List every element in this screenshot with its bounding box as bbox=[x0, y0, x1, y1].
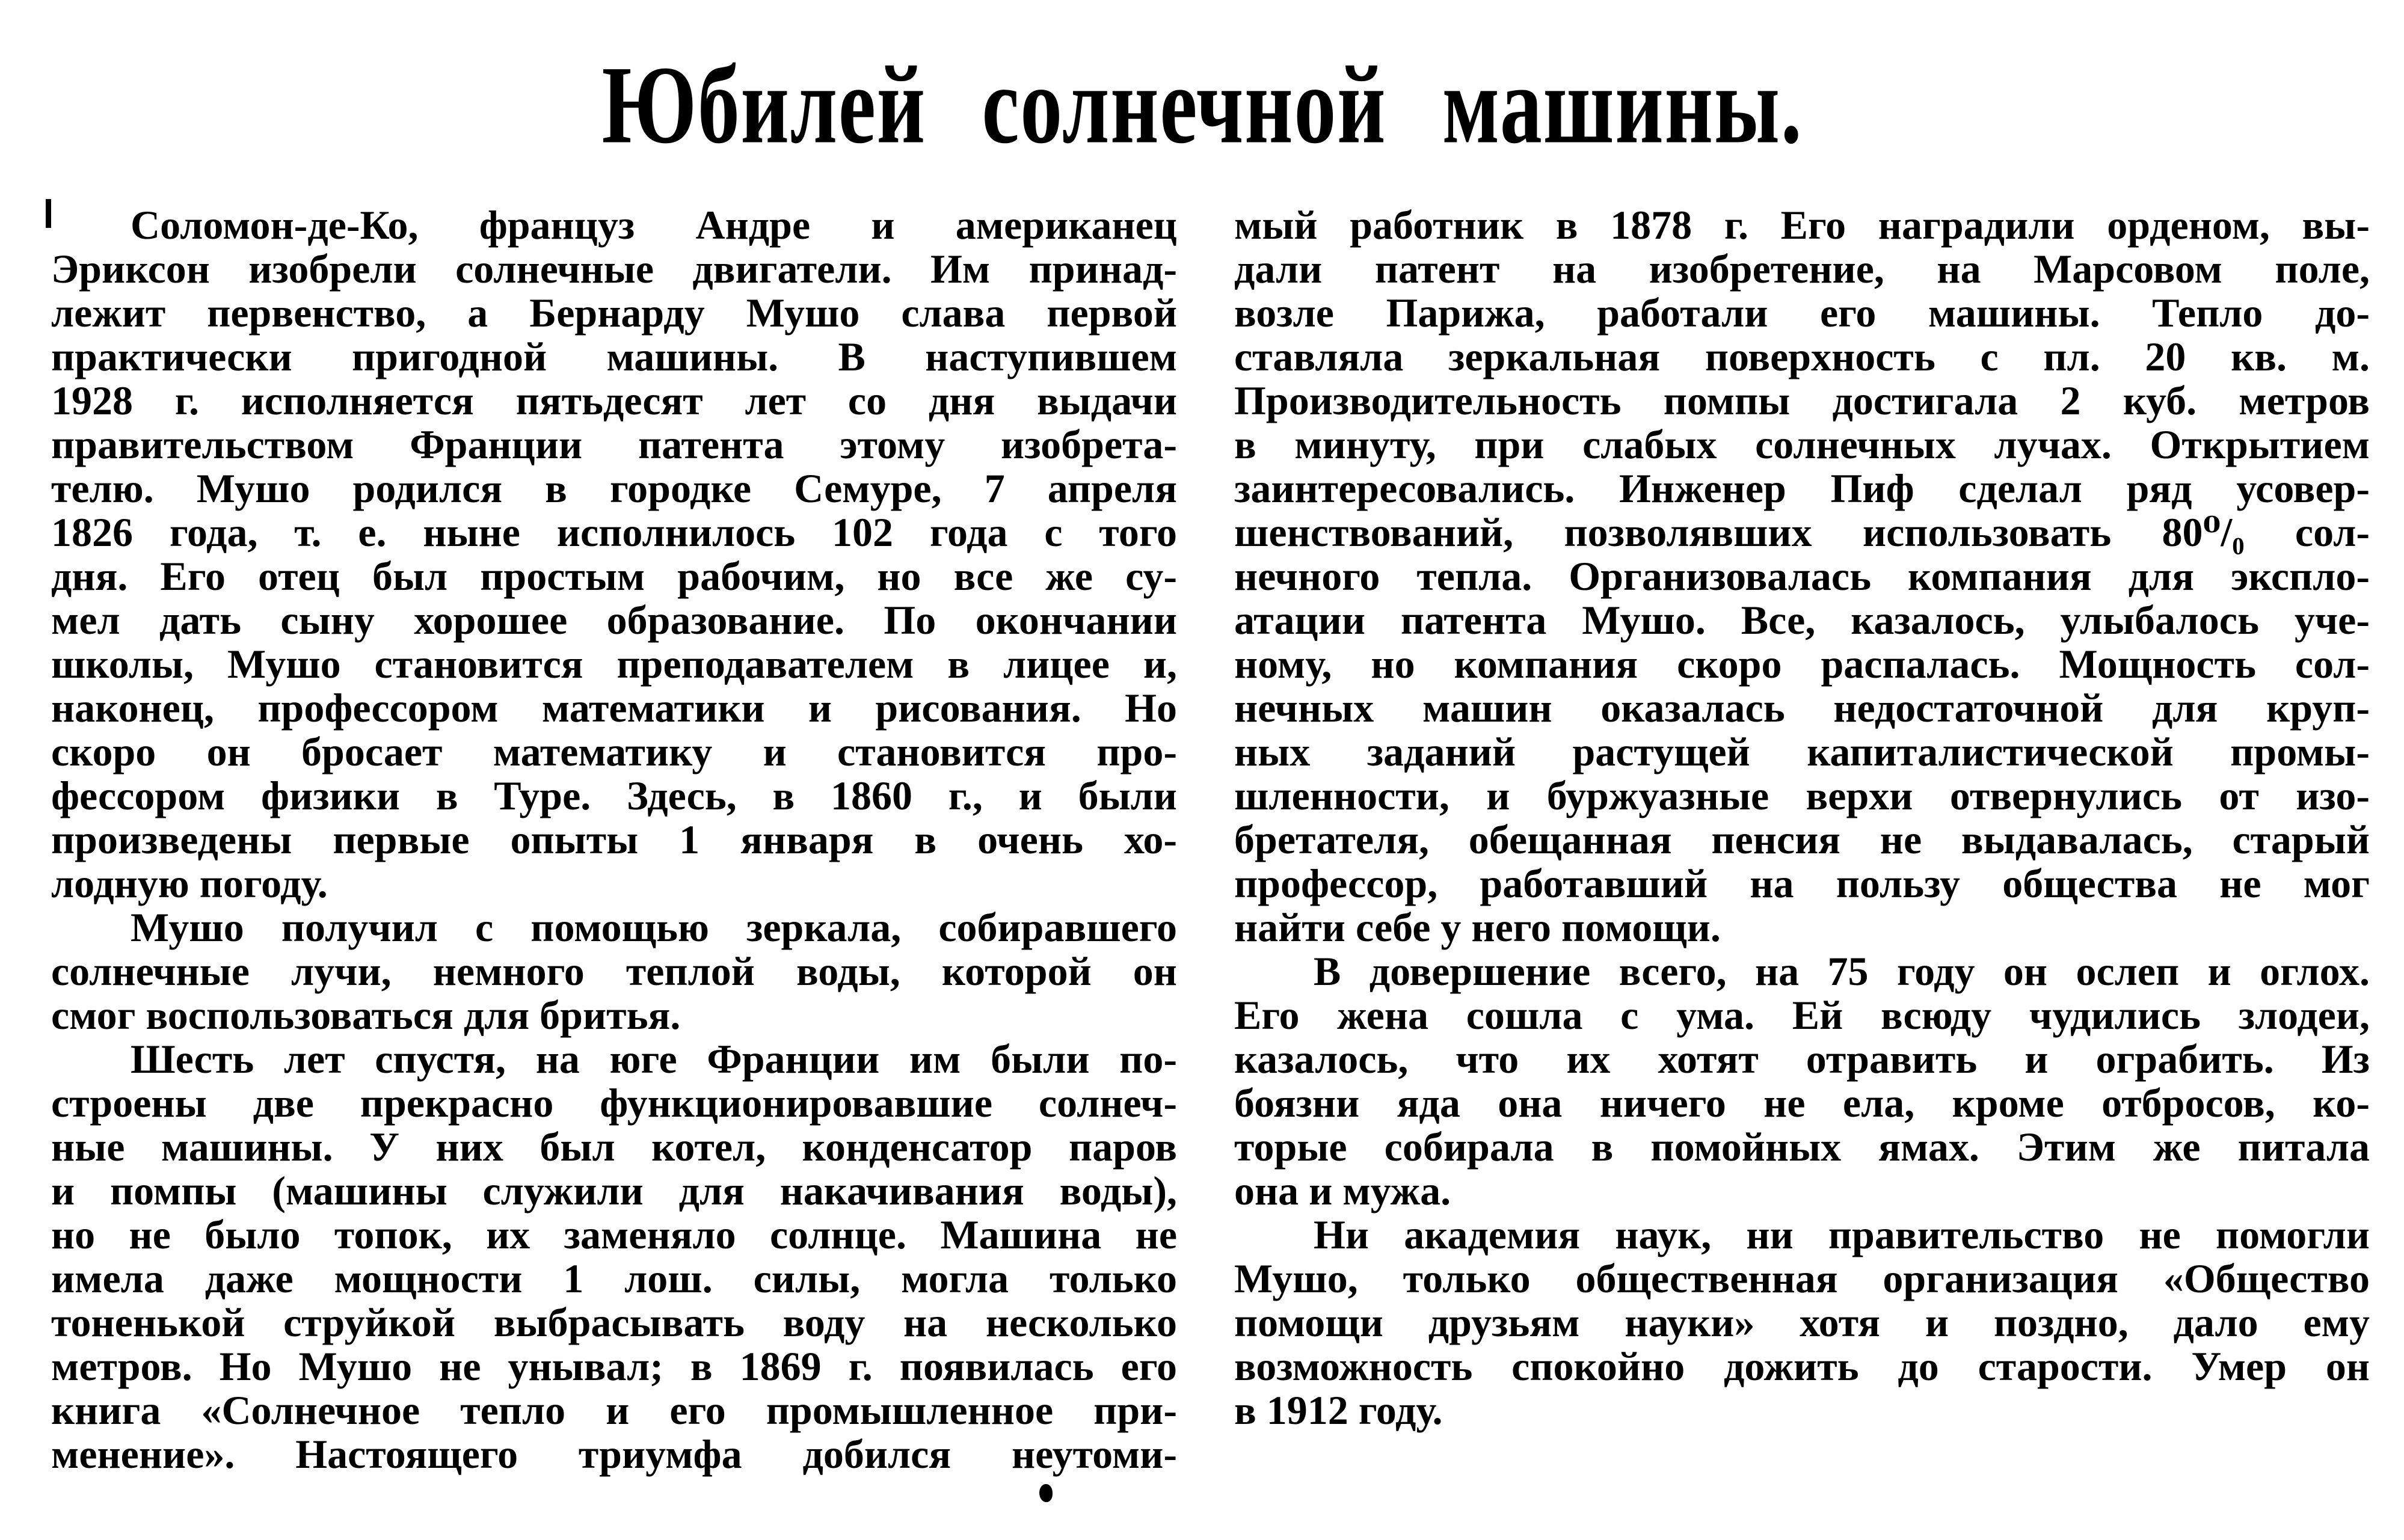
text-line: шенствований, позволявших использовать 80⁰/₀ сол- bbox=[1234, 509, 2370, 555]
text-line: Мушо, только общественная организация «Общество bbox=[1234, 1256, 2370, 1301]
text-line: 1826 года, т. е. ныне исполнилось 102 года с того bbox=[51, 509, 1177, 555]
text-line: школы, Мушо становится преподавателем в лицее и, bbox=[51, 641, 1177, 687]
text-line: мый работник в 1878 г. Его наградили орденом, вы- bbox=[1234, 202, 2370, 248]
text-line: ному, но компания скоро распалась. Мощность сол- bbox=[1234, 641, 2370, 687]
article-title bbox=[0, 41, 2404, 167]
text-line: Соломон-де-Ко, француз Андре и американец bbox=[131, 202, 1177, 248]
text-line: профессор, работавший на пользу общества не мог bbox=[1234, 860, 2370, 906]
text-line: метров. Но Мушо не унывал; в 1869 г. появилась его bbox=[51, 1343, 1177, 1389]
text-line: шленности, и буржуазные верхи отвернулись от изо- bbox=[1234, 773, 2370, 818]
article-right-column bbox=[1234, 203, 2370, 1432]
text-line: ные машины. У них был котел, конденсатор паров bbox=[51, 1124, 1177, 1170]
text-line: торые собирала в помойных ямах. Этим же питала bbox=[1234, 1124, 2370, 1170]
text-line: Эриксон изобрели солнечные двигатели. Им принад- bbox=[51, 246, 1177, 292]
text-line: мел дать сыну хорошее образование. По окончании bbox=[51, 597, 1177, 643]
text-line: книга «Солнечное тепло и его промышленное при- bbox=[51, 1387, 1177, 1433]
text-line: бретателя, обещанная пенсия не выдавалась, старый bbox=[1234, 817, 2370, 862]
text-line: Производительность помпы достигала 2 куб. метров bbox=[1234, 378, 2370, 423]
text-line: нечных машин оказалась недостаточной для круп- bbox=[1234, 685, 2370, 731]
text-line: и помпы (машины служили для накачивания воды), bbox=[51, 1168, 1177, 1213]
article-title-text: Юбилей солнечной машины. bbox=[601, 43, 1803, 167]
text-line: в 1912 году. bbox=[1234, 1387, 1443, 1433]
text-line: телю. Мушо родился в городке Семуре, 7 апреля bbox=[51, 465, 1177, 511]
text-line: скоро он бросает математику и становится про- bbox=[51, 729, 1177, 775]
text-line: найти себе у него помощи. bbox=[1234, 904, 1721, 950]
text-line: В довершение всего, на 75 году он ослеп и оглох. bbox=[1314, 948, 2370, 994]
text-line: ставляла зеркальная поверхность с пл. 20 кв. м. bbox=[1234, 334, 2370, 379]
text-line: боязни яда она ничего не ела, кроме отбросов, ко- bbox=[1234, 1080, 2370, 1126]
text-line: лодную погоду. bbox=[51, 860, 328, 906]
text-line: казалось, что их хотят отравить и ограбить. Из bbox=[1234, 1036, 2370, 1082]
text-line: Шесть лет спустя, на юге Франции им были по- bbox=[131, 1036, 1177, 1082]
text-line: ных заданий растущей капиталистической промы- bbox=[1234, 729, 2370, 775]
text-line: имела даже мощности 1 лош. силы, могла только bbox=[51, 1256, 1177, 1301]
text-line: менение». Настоящего триумфа добился неутоми- bbox=[51, 1431, 1177, 1477]
text-line: дали патент на изобретение, на Марсовом поле, bbox=[1234, 246, 2370, 292]
text-line: нечного тепла. Организовалась компания для экспло- bbox=[1234, 553, 2370, 599]
text-line: дня. Его отец был простым рабочим, но все же су- bbox=[51, 553, 1177, 599]
text-line: но не было топок, их заменяло солнце. Машина не bbox=[51, 1212, 1177, 1257]
text-line: солнечные лучи, немного теплой воды, которой он bbox=[51, 948, 1177, 994]
text-line: практически пригодной машины. В наступившем bbox=[51, 334, 1177, 379]
text-line: строены две прекрасно функционировавшие солнеч- bbox=[51, 1080, 1177, 1126]
text-line: 1928 г. исполняется пятьдесят лет со дня выдачи bbox=[51, 378, 1177, 423]
text-line: наконец, профессором математики и рисования. Но bbox=[51, 685, 1177, 731]
text-line: произведены первые опыты 1 января в очень хо- bbox=[51, 817, 1177, 862]
text-line: возможность спокойно дожить до старости. Умер он bbox=[1234, 1343, 2370, 1389]
scan-edge-artifact bbox=[46, 199, 51, 228]
text-line: заинтересовались. Инженер Пиф сделал ряд усовер- bbox=[1234, 465, 2370, 511]
text-line: в минуту, при слабых солнечных лучах. Открытием bbox=[1234, 422, 2370, 467]
text-line: Ни академия наук, ни правительство не помогли bbox=[1314, 1212, 2370, 1257]
article-left-column bbox=[51, 203, 1177, 1476]
text-line: фессором физики в Туре. Здесь, в 1860 г., и были bbox=[51, 773, 1177, 818]
text-line: Мушо получил с помощью зеркала, собиравшего bbox=[131, 904, 1177, 950]
text-line: возле Парижа, работали его машины. Тепло до- bbox=[1234, 290, 2370, 336]
text-line: правительством Франции патента этому изобрета- bbox=[51, 422, 1177, 467]
text-line: тоненькой струйкой выбрасывать воду на несколько bbox=[51, 1299, 1177, 1345]
text-line: помощи друзьям науки» хотя и поздно, дало ему bbox=[1234, 1299, 2370, 1345]
text-line: она и мужа. bbox=[1234, 1168, 1451, 1213]
text-line: лежит первенство, а Бернарду Мушо слава первой bbox=[51, 290, 1177, 336]
text-line: смог воспользоваться для бритья. bbox=[51, 992, 681, 1038]
text-line: Его жена сошла с ума. Ей всюду чудились злодеи, bbox=[1234, 992, 2370, 1038]
text-line: атации патента Мушо. Все, казалось, улыбалось уче- bbox=[1234, 597, 2370, 643]
ink-spot-artifact bbox=[1039, 1484, 1053, 1502]
